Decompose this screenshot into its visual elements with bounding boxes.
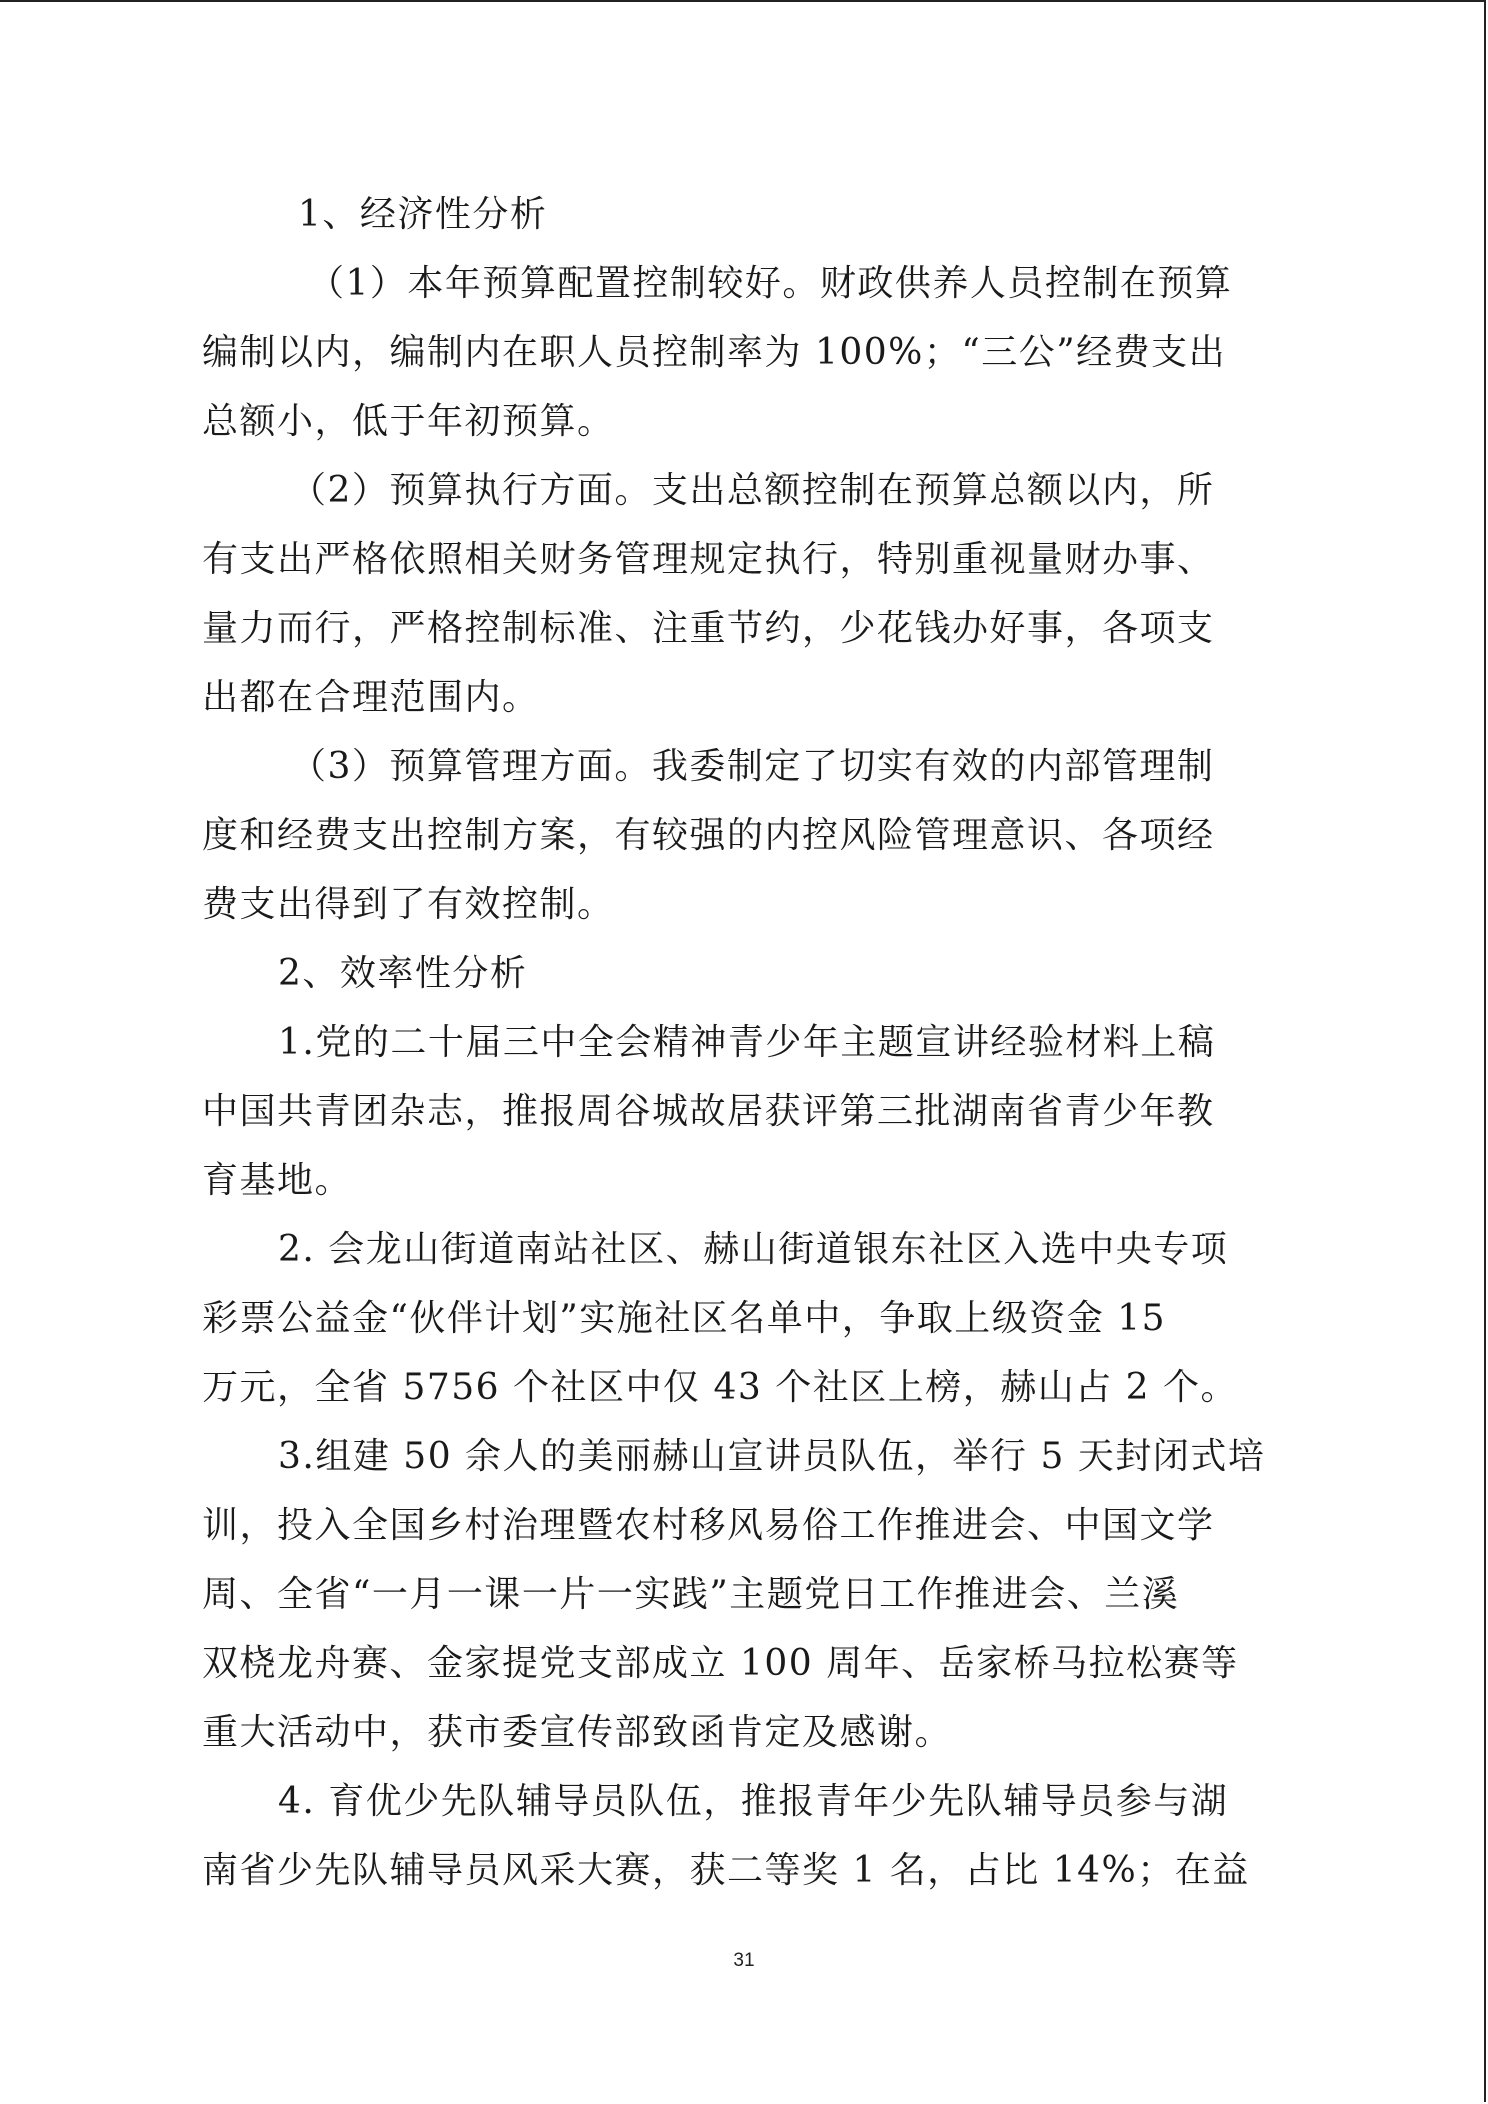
paragraph-line: 周、全省“一月一课一片一实践”主题党日工作推进会、兰溪 — [202, 1574, 1180, 1615]
paragraph-line: 1.党的二十届三中全会精神青少年主题宣讲经验材料上稿 — [278, 1022, 1216, 1063]
paragraph-line: 彩票公益金“伙伴计划”实施社区名单中，争取上级资金 15 — [202, 1298, 1167, 1339]
paragraph-line: 万元，全省 5756 个社区中仅 43 个社区上榜，赫山占 2 个。 — [202, 1367, 1238, 1408]
paragraph-line: 育基地。 — [202, 1160, 353, 1201]
paragraph-line: 有支出严格依照相关财务管理规定执行，特别重视量财办事、 — [202, 539, 1215, 580]
paragraph-line: 费支出得到了有效控制。 — [202, 884, 615, 925]
paragraph-line: 总额小，低于年初预算。 — [202, 401, 615, 442]
paragraph-line: 重大活动中，获市委宣传部致函肯定及感谢。 — [202, 1712, 953, 1753]
paragraph-line: 量力而行，严格控制标准、注重节约，少花钱办好事，各项支 — [202, 608, 1215, 649]
paragraph-line: 度和经费支出控制方案，有较强的内控风险管理意识、各项经 — [202, 815, 1215, 856]
paragraph-line: 双桡龙舟赛、金家提党支部成立 100 周年、岳家桥马拉松赛等 — [202, 1643, 1239, 1684]
paragraph-line: 南省少先队辅导员风采大赛，获二等奖 1 名，占比 14%；在益 — [202, 1850, 1250, 1891]
paragraph-line: 2. 会龙山街道南站社区、赫山街道银东社区入选中央专项 — [278, 1229, 1229, 1270]
section-heading-economy: 1、经济性分析 — [298, 194, 548, 235]
paragraph-line: （2）预算执行方面。支出总额控制在预算总额以内，所 — [290, 470, 1215, 511]
paragraph-line: 出都在合理范围内。 — [202, 677, 540, 718]
page-number: 31 — [733, 1950, 755, 1971]
paragraph-line: 编制以内，编制内在职人员控制率为 100%；“三公”经费支出 — [202, 332, 1227, 373]
paragraph-line: 训，投入全国乡村治理暨农村移风易俗工作推进会、中国文学 — [202, 1505, 1215, 1546]
paragraph-line: 3.组建 50 余人的美丽赫山宣讲员队伍，举行 5 天封闭式培 — [278, 1436, 1266, 1477]
paragraph-line: （1）本年预算配置控制较好。财政供养人员控制在预算 — [308, 263, 1233, 304]
section-heading-efficiency: 2、效率性分析 — [278, 953, 528, 994]
paragraph-line: 中国共青团杂志，推报周谷城故居获评第三批湖南省青少年教 — [202, 1091, 1215, 1132]
paragraph-line: 4. 育优少先队辅导员队伍，推报青年少先队辅导员参与湖 — [278, 1781, 1229, 1822]
paragraph-line: （3）预算管理方面。我委制定了切实有效的内部管理制 — [290, 746, 1215, 787]
